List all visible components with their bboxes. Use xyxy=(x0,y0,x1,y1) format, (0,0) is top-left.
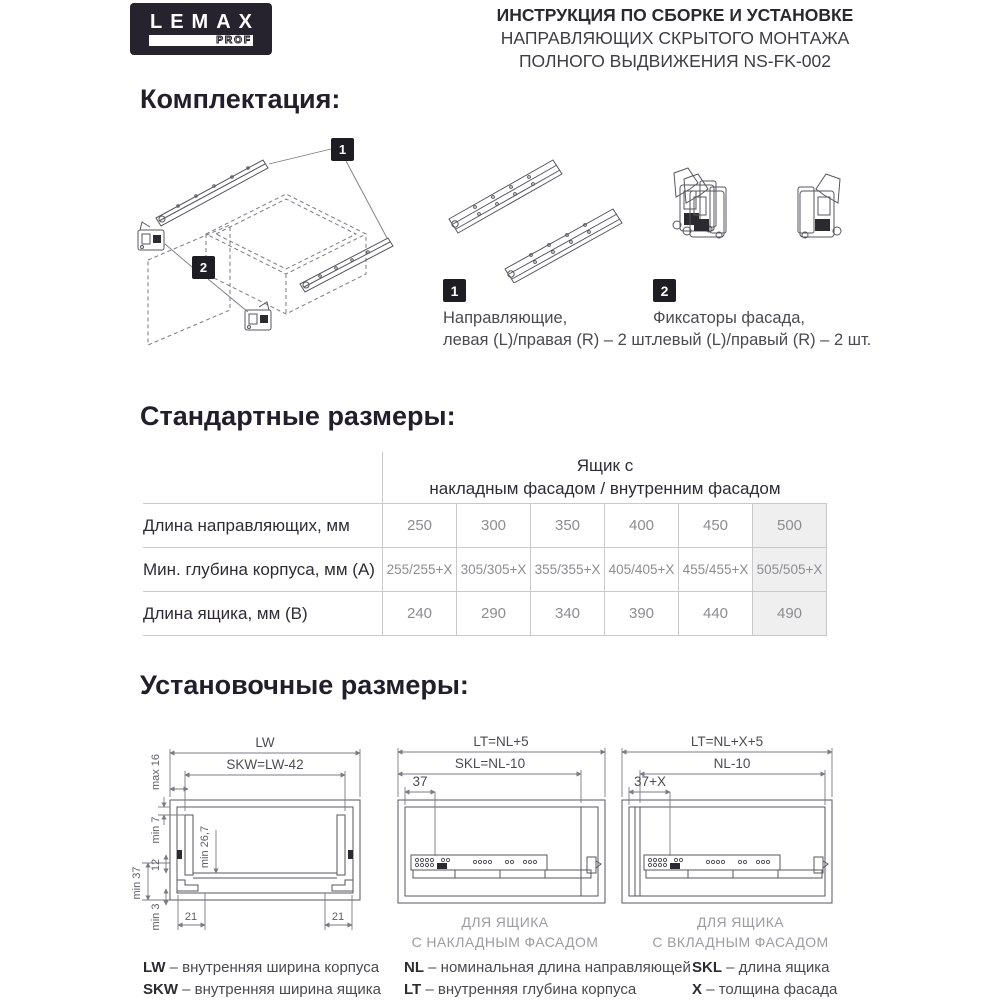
dim-lt: LT=NL+X+5 xyxy=(690,735,764,749)
diagram-2-caption-line1: ДЛЯ ЯЩИКА xyxy=(461,914,549,930)
title-line-1: ИНСТРУКЦИЯ ПО СБОРКЕ И УСТАНОВКЕ xyxy=(496,5,854,25)
kit-item-2-caption-line2: левый (L)/правый (R) – 2 шт. xyxy=(653,330,872,349)
dim-lw: LW xyxy=(255,735,275,750)
front-fixator-right xyxy=(245,302,271,330)
legend-column-2 xyxy=(404,957,691,1000)
dim-min7: min 7 xyxy=(150,816,162,844)
fixator-right xyxy=(798,174,841,238)
table-cell: 355/355+X xyxy=(531,548,605,591)
legend-item xyxy=(404,979,691,1000)
table-header-line2: накладным фасадом / внутренним фасадом xyxy=(429,479,781,498)
table-header xyxy=(143,452,827,503)
legend-abbr: NL xyxy=(404,959,424,976)
table-cell-highlighted: 505/505+X xyxy=(753,548,827,591)
front-fixator-left xyxy=(138,222,164,250)
dim-skw: SKW=LW-42 xyxy=(226,757,304,772)
dim-min3: min 3 xyxy=(150,903,162,931)
slide-rail-left xyxy=(156,160,268,226)
table-cell-highlighted: 500 xyxy=(753,504,827,547)
table-cell: 440 xyxy=(679,592,753,635)
title-line-3: ПОЛНОГО ВЫДВИЖЕНИЯ NS-FK-002 xyxy=(518,51,832,71)
rail-right xyxy=(505,209,622,283)
table-header-line1: Ящик с xyxy=(576,456,634,475)
callout-1-number: 1 xyxy=(338,142,347,157)
brand-logo xyxy=(130,3,272,55)
kit-item-1-caption xyxy=(443,308,655,351)
diagram-3-caption-line1: ДЛЯ ЯЩИКА xyxy=(696,914,785,930)
table-cell: 300 xyxy=(457,504,531,547)
table-row xyxy=(143,504,827,548)
row-label: Длина ящика, мм (В) xyxy=(143,592,383,635)
legend-abbr: SKW xyxy=(143,981,178,998)
cabinet-side-view xyxy=(398,800,605,903)
table-cell: 255/255+X xyxy=(383,548,457,591)
drawer-box-dashed xyxy=(206,194,366,314)
row-label: Мин. глубина корпуса, мм (А) xyxy=(143,548,383,591)
dim-min267: min 26,7 xyxy=(199,825,211,869)
table-cell: 240 xyxy=(383,592,457,635)
table-cell: 390 xyxy=(605,592,679,635)
table-header-empty-cell xyxy=(143,452,383,503)
dim-37x: 37+X xyxy=(634,774,666,789)
dim-max16: max 16 xyxy=(150,753,162,791)
title-line-2: НАПРАВЛЯЮЩИХ СКРЫТОГО МОНТАЖА xyxy=(500,28,850,48)
dim-skl: SKL=NL-10 xyxy=(454,756,526,771)
legend-desc: – длина ящика xyxy=(726,959,830,976)
kit-item-2-caption xyxy=(653,308,871,351)
slide-profile-left xyxy=(177,880,198,891)
dim-lt: LT=NL+5 xyxy=(473,735,529,749)
brand-logo-bar xyxy=(149,35,253,46)
table-cell: 340 xyxy=(531,592,605,635)
legend-column-1 xyxy=(143,957,381,1000)
fixator-left xyxy=(683,174,726,238)
diagram-3-caption xyxy=(618,912,863,952)
table-cell: 450 xyxy=(679,504,753,547)
legend-abbr: X xyxy=(692,981,703,998)
kit-item-1-badge: 1 xyxy=(443,279,466,302)
install-diagram-front-section xyxy=(130,735,390,947)
callout-2 xyxy=(165,244,248,312)
legend-item xyxy=(692,957,837,979)
kit-item-2-badge: 2 xyxy=(653,279,676,302)
table-cell: 305/305+X xyxy=(457,548,531,591)
kit-item-1-caption-line1: Направляющие, xyxy=(443,309,568,327)
row-label: Длина направляющих, мм xyxy=(143,504,383,547)
legend-abbr: LW xyxy=(143,959,166,976)
table-body xyxy=(143,503,827,636)
table-cell: 405/405+X xyxy=(605,548,679,591)
legend-item xyxy=(143,979,381,1000)
dim-min37: min 37 xyxy=(131,866,143,900)
table-row xyxy=(143,592,827,636)
fixators-pair-drawing xyxy=(662,163,862,258)
dim-21-left: 21 xyxy=(184,911,198,923)
dim-12: 12 xyxy=(150,858,162,872)
brand-sub-name: PROF xyxy=(216,34,252,46)
legend-column-3 xyxy=(692,957,837,1000)
kit-item-2-caption-line1: Фиксаторы фасада, xyxy=(653,309,805,327)
legend-abbr: SKL xyxy=(692,959,722,976)
install-diagram-overlay-front xyxy=(395,735,615,913)
dim-nl: NL-10 xyxy=(713,756,751,771)
legend-item xyxy=(404,957,691,979)
table-cell-highlighted: 490 xyxy=(753,592,827,635)
dim-21-right: 21 xyxy=(331,911,345,923)
standard-sizes-table xyxy=(143,452,827,636)
legend-desc: – толщина фасада xyxy=(706,981,838,998)
table-cell: 400 xyxy=(605,504,679,547)
callout-1 xyxy=(269,138,387,238)
exploded-drawer-drawing xyxy=(128,126,398,361)
install-sizes-heading: Установочные размеры: xyxy=(140,670,469,700)
standard-sizes-heading: Стандартные размеры: xyxy=(140,401,456,431)
kit-item-1-caption-line2: левая (L)/правая (R) – 2 шт. xyxy=(443,330,655,349)
legend-abbr: LT xyxy=(404,981,422,998)
table-cell: 250 xyxy=(383,504,457,547)
dimension-lines xyxy=(142,749,360,930)
rail-left xyxy=(449,160,562,233)
diagram-2-caption xyxy=(395,912,615,952)
install-diagram-inset-front xyxy=(618,735,863,913)
table-cell: 290 xyxy=(457,592,531,635)
legend-desc: – внутренняя глубина корпуса xyxy=(425,981,637,998)
cabinet-side-view xyxy=(622,800,832,903)
legend-item xyxy=(692,979,837,1000)
drawer-side-right xyxy=(337,815,345,875)
document-title xyxy=(475,4,875,73)
legend-desc: – внутренняя ширина корпуса xyxy=(169,959,380,976)
table-row xyxy=(143,548,827,592)
slide-profile-right xyxy=(332,880,353,891)
legend-desc: – внутренняя ширина ящика xyxy=(182,981,381,998)
rails-pair-drawing xyxy=(435,143,655,283)
callout-2-number: 2 xyxy=(199,260,208,275)
kit-heading: Комплектация: xyxy=(140,84,341,114)
table-cell: 350 xyxy=(531,504,605,547)
diagram-3-caption-line2: С ВКЛАДНЫМ ФАСАДОМ xyxy=(652,934,829,950)
table-header-title xyxy=(383,452,827,503)
drawer-side-left xyxy=(185,815,193,875)
legend-desc: – номинальная длина направляющей xyxy=(428,959,691,976)
dim-37: 37 xyxy=(412,774,428,789)
brand-name: LEMAX xyxy=(150,11,260,33)
table-cell: 455/455+X xyxy=(679,548,753,591)
diagram-2-caption-line2: С НАКЛАДНЫМ ФАСАДОМ xyxy=(411,934,599,950)
legend-item xyxy=(143,957,381,979)
